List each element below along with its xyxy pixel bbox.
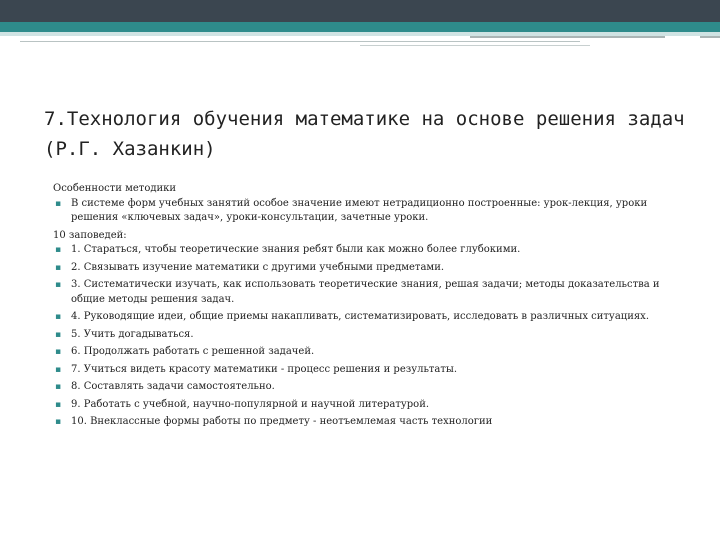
top-band-teal [0,22,720,32]
list-item: ▪ 6. Продолжать работать с решенной задачей. [53,345,693,360]
decorative-line [700,36,720,38]
list-item: ▪ 3. Систематически изучать, как использовать теоретические знания, решая задачи; методы доказательства и общие методы решения задач. [53,278,693,307]
list-item: ▪ 8. Составлять задачи самостоятельно. [53,380,693,395]
slide-content [53,182,693,433]
list-item: ▪ 1. Стараться, чтобы теоретические знания ребят были как можно более глубокими. [53,243,693,258]
commandments-label: 10 заповедей: [53,229,127,241]
list-item: ▪ 7. Учиться видеть красоту математики - процесс решения и результаты. [53,363,693,378]
commandments-list [53,243,693,430]
list-item: ▪ 9. Работать с учебной, научно-популярной и научной литературой. [53,398,693,413]
slide-title: 7.Технология обучения математике на основе решения задач (Р.Г. Хазанкин) [44,108,685,160]
list-item: ▪ 2. Связывать изучение математики с другими учебными предметами. [53,261,693,276]
top-band-dark [0,0,720,22]
decorative-line [470,36,665,38]
list-item: ▪ 10. Внеклассные формы работы по предмету - неотъемлемая часть технологии [53,415,693,430]
intro-label: Особенности методики [53,183,177,194]
list-item: ▪ В системе форм учебных занятий особое значение имеют нетрадиционно построенные: урок-лекция, уроки решения «ключевых задач», уроки-консультации, зачетные уроки. [53,197,693,226]
decorative-line [360,45,590,46]
list-item: ▪ 5. Учить догадываться. [53,328,693,343]
list-item: ▪ 4. Руководящие идеи, общие приемы накапливать, систематизировать, исследовать в различных ситуациях. [53,310,693,325]
intro-list [53,197,693,226]
decorative-line [20,41,580,42]
